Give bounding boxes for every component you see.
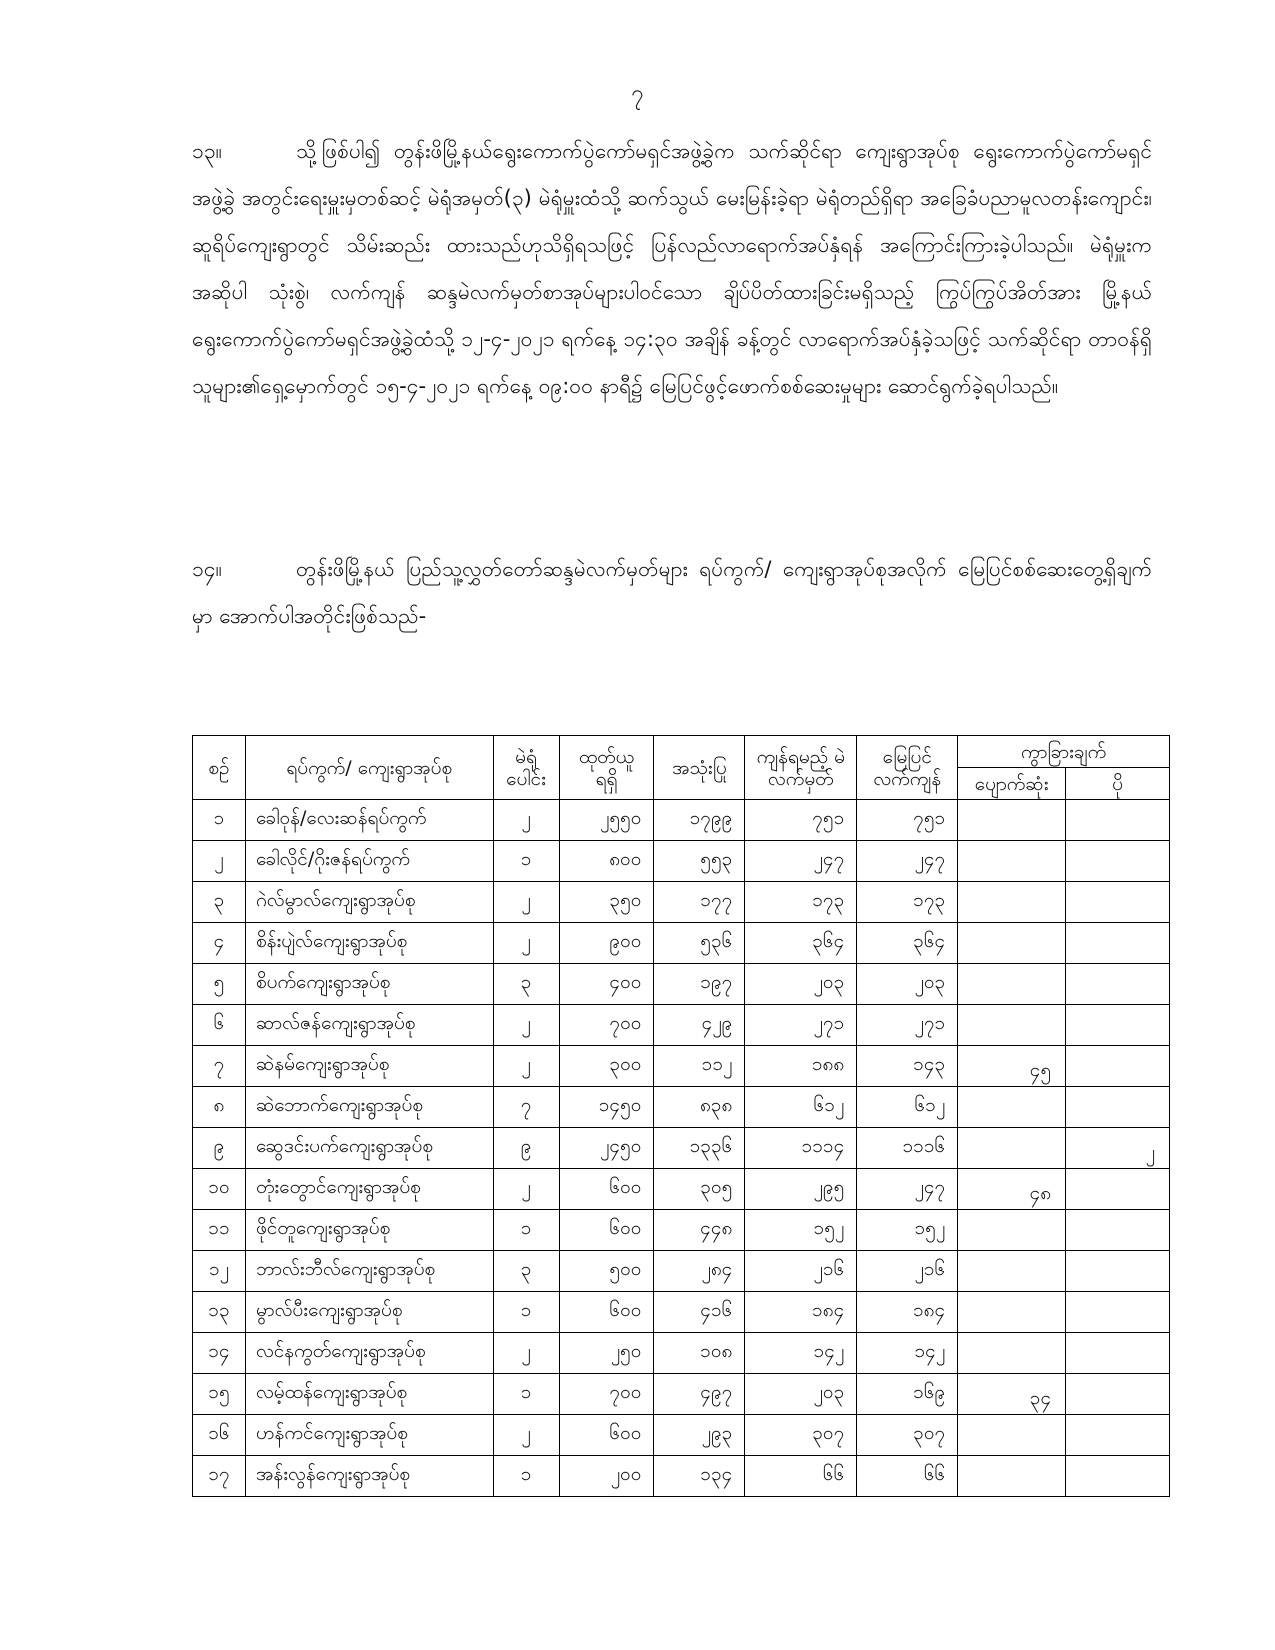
missing-cell xyxy=(958,964,1066,1005)
excess-cell xyxy=(1066,1251,1170,1292)
issued-cell: ၂၄၅၀ xyxy=(559,1128,654,1169)
header-used: အသုံးပြု xyxy=(654,736,745,800)
excess-cell xyxy=(1066,1210,1170,1251)
paragraph-text: သို့ဖြစ်ပါ၍ တွန်းဖိမြို့နယ်ရွေးကောက်ပွဲကော်မရှင်အဖွဲ့ခွဲက သက်ဆိုင်ရာ ကျေးရွာအုပ်စု ရွေးကောက်ပွဲကော်မရှင်အဖွဲ့ခွဲ အတွင်းရေးမှူးမှတစ်ဆင့် မဲရုံအမှတ်(၃) မဲရုံမှူးထံသို့ ဆက်သွယ် မေးမြန်းခဲ့ရာ မဲရုံတည်ရှိရာ အခြေခံပညာမူလတန်းကျောင်း၊ ဆူရိပ်ကျေးရွာတွင် သိမ်းဆည်း ထားသည်ဟုသိရှိရသဖြင့် ပြန်လည်လာရောက်အပ်နှံရန် အကြောင်းကြားခဲ့ပါသည်။ မဲရုံမှူးက အဆိုပါ သုံးစွဲ၊ လက်ကျန် ဆန္ဒမဲလက်မှတ်စာအုပ်များပါဝင်သော ချိပ်ပိတ်ထားခြင်းမရှိသည့် ကြွပ်ကြွပ်အိတ်အား မြို့နယ်ရွေးကောက်ပွဲကော်မရှင်အဖွဲ့ခွဲထံသို့ ၁၂-၄-၂၀၂၁ ရက်နေ့ ၁၄:၃၀ အချိန် ခန့်တွင် လာရောက်အပ်နှံခဲ့သဖြင့် သက်ဆိုင်ရာ တာဝန်ရှိသူများ၏ရှေ့မှောက်တွင် ၁၅-၄-၂၀၂၁ ရက်နေ့ ၀၉:၀၀ နာရီ၌ မြေပြင်ဖွင့်ဖောက်စစ်ဆေးမှုများ ဆောင်ရွက်ခဲ့ရပါသည်။ xyxy=(192,139,1152,398)
ward-name-cell: တုံးတွောင်ကျေးရွာအုပ်စု xyxy=(245,1169,493,1210)
ward-name-cell: လမ့်ထန်ကျေးရွာအုပ်စု xyxy=(245,1374,493,1415)
expected-cell: ၃၀၇ xyxy=(745,1415,857,1456)
ground-cell: ၁၄၃ xyxy=(857,1046,958,1087)
issued-cell: ၆၀၀ xyxy=(559,1210,654,1251)
expected-cell: ၂၇၁ xyxy=(745,1005,857,1046)
expected-cell: ၁၄၂ xyxy=(745,1333,857,1374)
missing-cell xyxy=(958,841,1066,882)
serial-cell: ၆ xyxy=(193,1005,246,1046)
excess-cell xyxy=(1066,1169,1170,1210)
table-row xyxy=(193,882,1170,923)
serial-cell: ၄ xyxy=(193,923,246,964)
table-row xyxy=(193,1456,1170,1497)
excess-cell xyxy=(1066,1046,1170,1087)
missing-cell xyxy=(958,1251,1066,1292)
expected-cell: ၂၀၃ xyxy=(745,1374,857,1415)
header-ground: မြေပြင် လက်ကျန် xyxy=(857,736,958,800)
missing-cell xyxy=(958,1456,1066,1497)
issued-cell: ၄၀၀ xyxy=(559,964,654,1005)
booths-cell: ၉ xyxy=(493,1128,559,1169)
missing-cell xyxy=(958,1005,1066,1046)
used-cell: ၁၀၈ xyxy=(654,1333,745,1374)
table-row xyxy=(193,1128,1170,1169)
ground-cell: ၆၁၂ xyxy=(857,1087,958,1128)
ballot-inspection-table xyxy=(192,735,1170,1497)
paragraph-text: တွန်းဖိမြို့နယ် ပြည်သူ့လွှတ်တော်ဆန္ဒမဲလက်မှတ်များ ရပ်ကွက်/ ကျေးရွာအုပ်စုအလိုက် မြေပြင်စစ်ဆေးတွေ့ရှိချက်မှာ အောက်ပါအတိုင်းဖြစ်သည်- xyxy=(192,557,1152,628)
paragraph-14 xyxy=(192,546,1152,640)
excess-cell xyxy=(1066,964,1170,1005)
booths-cell: ၁ xyxy=(493,1292,559,1333)
excess-cell xyxy=(1066,841,1170,882)
booths-cell: ၂ xyxy=(493,882,559,923)
table-row xyxy=(193,1210,1170,1251)
table-row xyxy=(193,1292,1170,1333)
header-missing: ပျောက်ဆုံး xyxy=(958,768,1066,800)
used-cell: ၅၅၃ xyxy=(654,841,745,882)
used-cell: ၄၉၇ xyxy=(654,1374,745,1415)
used-cell: ၁၇၉၉ xyxy=(654,800,745,841)
excess-cell xyxy=(1066,1087,1170,1128)
ward-name-cell: ခေါလိုင်/ဂိုးဇန်ရပ်ကွက် xyxy=(245,841,493,882)
excess-cell: ၂ xyxy=(1066,1128,1170,1169)
ground-cell: ၁၆၉ xyxy=(857,1374,958,1415)
issued-cell: ၇၀၀ xyxy=(559,1005,654,1046)
issued-cell: ၁၄၅၀ xyxy=(559,1087,654,1128)
used-cell: ၁၁၂ xyxy=(654,1046,745,1087)
ward-name-cell: ဆာလ်ဇန်ကျေးရွာအုပ်စု xyxy=(245,1005,493,1046)
booths-cell: ၂ xyxy=(493,1415,559,1456)
table-row xyxy=(193,841,1170,882)
expected-cell: ၆၆ xyxy=(745,1456,857,1497)
header-booths: မဲရုံ ပေါင်း xyxy=(493,736,559,800)
table-row xyxy=(193,1251,1170,1292)
booths-cell: ၃ xyxy=(493,1251,559,1292)
missing-cell: ၃၄ xyxy=(958,1374,1066,1415)
excess-cell xyxy=(1066,1415,1170,1456)
excess-cell xyxy=(1066,1456,1170,1497)
used-cell: ၁၉၇ xyxy=(654,964,745,1005)
used-cell: ၂၈၄ xyxy=(654,1251,745,1292)
issued-cell: ၃၀၀ xyxy=(559,1046,654,1087)
ward-name-cell: ဆွေဒင်းပက်ကျေးရွာအုပ်စု xyxy=(245,1128,493,1169)
expected-cell: ၁၇၃ xyxy=(745,882,857,923)
expected-cell: ၆၁၂ xyxy=(745,1087,857,1128)
issued-cell: ၆၀၀ xyxy=(559,1415,654,1456)
booths-cell: ၁ xyxy=(493,1374,559,1415)
excess-cell xyxy=(1066,882,1170,923)
serial-cell: ၈ xyxy=(193,1087,246,1128)
expected-cell: ၁၁၁၄ xyxy=(745,1128,857,1169)
used-cell: ၁၃၃၆ xyxy=(654,1128,745,1169)
ground-cell: ၁၇၃ xyxy=(857,882,958,923)
table-row xyxy=(193,1005,1170,1046)
ward-name-cell: ဖိုင်တူကျေးရွာအုပ်စု xyxy=(245,1210,493,1251)
serial-cell: ၁၁ xyxy=(193,1210,246,1251)
used-cell: ၈၃၈ xyxy=(654,1087,745,1128)
issued-cell: ၂၀၀ xyxy=(559,1456,654,1497)
paragraph-number: ၁၃။ xyxy=(192,139,222,163)
used-cell: ၃၀၅ xyxy=(654,1169,745,1210)
table-row xyxy=(193,1374,1170,1415)
expected-cell: ၁၈၈ xyxy=(745,1046,857,1087)
expected-cell: ၂၄၇ xyxy=(745,841,857,882)
ground-cell: ၂၇၁ xyxy=(857,1005,958,1046)
excess-cell xyxy=(1066,1374,1170,1415)
issued-cell: ၂၅၀ xyxy=(559,1333,654,1374)
ward-name-cell: ဆဲဘောက်ကျေးရွာအုပ်စု xyxy=(245,1087,493,1128)
used-cell: ၁၃၄ xyxy=(654,1456,745,1497)
missing-cell xyxy=(958,882,1066,923)
expected-cell: ၂၉၅ xyxy=(745,1169,857,1210)
issued-cell: ၅၀၀ xyxy=(559,1251,654,1292)
missing-cell xyxy=(958,1292,1066,1333)
missing-cell xyxy=(958,1087,1066,1128)
serial-cell: ၁၇ xyxy=(193,1456,246,1497)
ground-cell: ၂၄၇ xyxy=(857,841,958,882)
booths-cell: ၃ xyxy=(493,964,559,1005)
table-row xyxy=(193,964,1170,1005)
expected-cell: ၂၁၆ xyxy=(745,1251,857,1292)
excess-cell xyxy=(1066,800,1170,841)
issued-cell: ၇၀၀ xyxy=(559,1374,654,1415)
ward-name-cell: ဘာလ်းဘီလ်ကျေးရွာအုပ်စု xyxy=(245,1251,493,1292)
excess-cell xyxy=(1066,1005,1170,1046)
serial-cell: ၁၃ xyxy=(193,1292,246,1333)
excess-cell xyxy=(1066,1292,1170,1333)
ground-cell: ၁၁၁၆ xyxy=(857,1128,958,1169)
header-ward: ရပ်ကွက်/ ကျေးရွာအုပ်စု xyxy=(245,736,493,800)
serial-cell: ၇ xyxy=(193,1046,246,1087)
issued-cell: ၉၀၀ xyxy=(559,923,654,964)
booths-cell: ၂ xyxy=(493,1046,559,1087)
expected-cell: ၁၈၄ xyxy=(745,1292,857,1333)
booths-cell: ၁ xyxy=(493,841,559,882)
issued-cell: ၆၀၀ xyxy=(559,1292,654,1333)
used-cell: ၅၃၆ xyxy=(654,923,745,964)
ward-name-cell: အန်းလွန်ကျေးရွာအုပ်စု xyxy=(245,1456,493,1497)
serial-cell: ၉ xyxy=(193,1128,246,1169)
missing-cell xyxy=(958,1333,1066,1374)
serial-cell: ၃ xyxy=(193,882,246,923)
used-cell: ၁၇၇ xyxy=(654,882,745,923)
expected-cell: ၃၆၄ xyxy=(745,923,857,964)
missing-cell xyxy=(958,923,1066,964)
table-row xyxy=(193,1169,1170,1210)
issued-cell: ၈၀၀ xyxy=(559,841,654,882)
ground-cell: ၂၁၆ xyxy=(857,1251,958,1292)
serial-cell: ၅ xyxy=(193,964,246,1005)
ward-name-cell: ခေါဝုန်/လေးဆန်ရပ်ကွက် xyxy=(245,800,493,841)
expected-cell: ၂၀၃ xyxy=(745,964,857,1005)
ward-name-cell: စိန်းပျဲလ်ကျေးရွာအုပ်စု xyxy=(245,923,493,964)
booths-cell: ၂ xyxy=(493,923,559,964)
ground-cell: ၁၄၂ xyxy=(857,1333,958,1374)
expected-cell: ၁၅၂ xyxy=(745,1210,857,1251)
used-cell: ၄၂၉ xyxy=(654,1005,745,1046)
serial-cell: ၁၂ xyxy=(193,1251,246,1292)
missing-cell xyxy=(958,1210,1066,1251)
ground-cell: ၂၄၇ xyxy=(857,1169,958,1210)
excess-cell xyxy=(1066,923,1170,964)
header-issued: ထုတ်ယူ ရရှိ xyxy=(559,736,654,800)
table-row xyxy=(193,923,1170,964)
missing-cell: ၄၅ xyxy=(958,1046,1066,1087)
ward-name-cell: ဂဲလ်မွာလ်ကျေးရွာအုပ်စု xyxy=(245,882,493,923)
table-row xyxy=(193,1415,1170,1456)
booths-cell: ၂ xyxy=(493,1005,559,1046)
ground-cell: ၂၀၃ xyxy=(857,964,958,1005)
issued-cell: ၂၅၅၀ xyxy=(559,800,654,841)
serial-cell: ၁၄ xyxy=(193,1333,246,1374)
used-cell: ၄၄၈ xyxy=(654,1210,745,1251)
ground-cell: ၇၅၁ xyxy=(857,800,958,841)
used-cell: ၂၉၃ xyxy=(654,1415,745,1456)
page-number: ၇ xyxy=(631,81,644,106)
issued-cell: ၃၅၀ xyxy=(559,882,654,923)
serial-cell: ၂ xyxy=(193,841,246,882)
ground-cell: ၃၀၇ xyxy=(857,1415,958,1456)
booths-cell: ၂ xyxy=(493,1169,559,1210)
ground-cell: ၆၆ xyxy=(857,1456,958,1497)
ward-name-cell: စိပက်ကျေးရွာအုပ်စု xyxy=(245,964,493,1005)
table-row xyxy=(193,800,1170,841)
ground-cell: ၁၅၂ xyxy=(857,1210,958,1251)
ground-cell: ၁၈၄ xyxy=(857,1292,958,1333)
excess-cell xyxy=(1066,1333,1170,1374)
serial-cell: ၁၅ xyxy=(193,1374,246,1415)
ward-name-cell: မွာလ်ပီးကျေးရွာအုပ်စု xyxy=(245,1292,493,1333)
header-expected: ကျန်ရမည့် မဲလက်မှတ် xyxy=(745,736,857,800)
missing-cell: ၄၈ xyxy=(958,1169,1066,1210)
issued-cell: ၆၀၀ xyxy=(559,1169,654,1210)
table-row xyxy=(193,1046,1170,1087)
expected-cell: ၇၅၁ xyxy=(745,800,857,841)
booths-cell: ၁ xyxy=(493,1456,559,1497)
table-header-row xyxy=(193,736,1170,768)
missing-cell xyxy=(958,800,1066,841)
ward-name-cell: ဟန်ကင်ကျေးရွာအုပ်စု xyxy=(245,1415,493,1456)
ground-cell: ၃၆၄ xyxy=(857,923,958,964)
missing-cell xyxy=(958,1415,1066,1456)
header-difference: ကွာခြားချက် xyxy=(958,736,1170,768)
booths-cell: ၇ xyxy=(493,1087,559,1128)
booths-cell: ၂ xyxy=(493,1333,559,1374)
paragraph-number: ၁၄။ xyxy=(192,557,222,581)
table-row xyxy=(193,1333,1170,1374)
serial-cell: ၁၆ xyxy=(193,1415,246,1456)
used-cell: ၄၁၆ xyxy=(654,1292,745,1333)
paragraph-13 xyxy=(192,128,1152,410)
header-excess: ပို xyxy=(1066,768,1170,800)
table-row xyxy=(193,1087,1170,1128)
booths-cell: ၂ xyxy=(493,800,559,841)
booths-cell: ၁ xyxy=(493,1210,559,1251)
ward-name-cell: ဆဲနမ်ကျေးရွာအုပ်စု xyxy=(245,1046,493,1087)
serial-cell: ၁၀ xyxy=(193,1169,246,1210)
table-body xyxy=(193,800,1170,1497)
missing-cell xyxy=(958,1128,1066,1169)
serial-cell: ၁ xyxy=(193,800,246,841)
header-serial: စဉ် xyxy=(193,736,246,800)
ward-name-cell: လင်နကွတ်ကျေးရွာအုပ်စု xyxy=(245,1333,493,1374)
